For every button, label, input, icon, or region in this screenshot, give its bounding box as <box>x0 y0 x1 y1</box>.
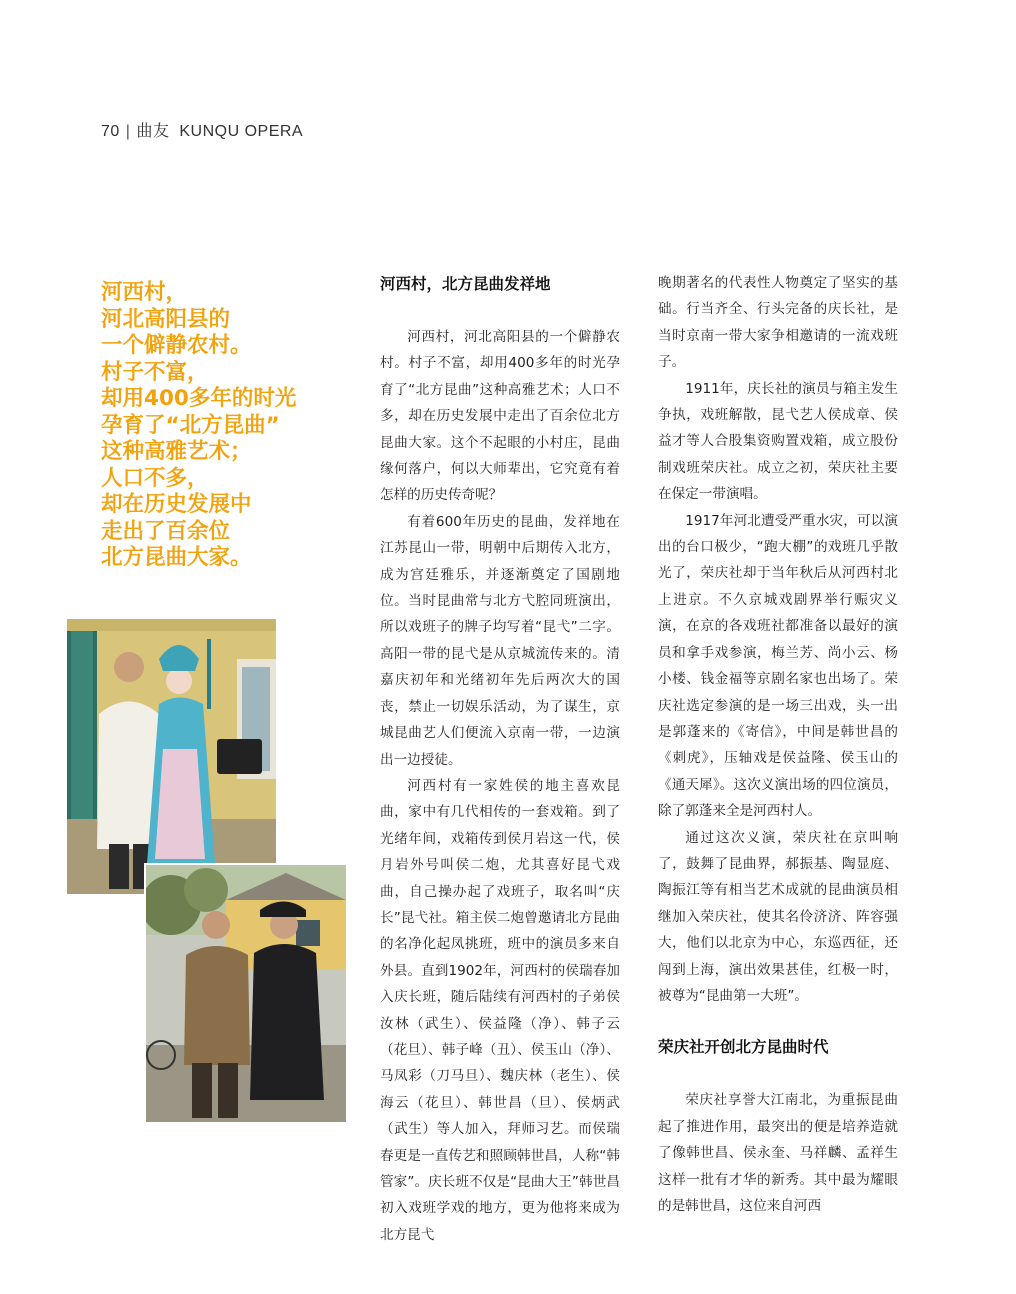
pull-quote-line: 河北高阳县的 <box>101 306 231 332</box>
body-paragraph-continuation: 晚期著名的代表性人物奠定了坚实的基础。行当齐全、行头完备的庆长社，是当时京南一带大家争相邀请的一流戏班子。 <box>658 275 898 371</box>
body-paragraph: 河西村，河北高阳县的一个僻静农村。村子不富，却用400多年的时光孕育了“北方昆曲”这种高雅艺术；人口不多，却在历史发展中走出了百余位北方昆曲大家。这个不起眼的小村庄，昆曲缘何落户，何以大师辈出，它究竟有着怎样的历史传奇呢？ <box>380 329 620 504</box>
page-number: 70 <box>101 123 120 140</box>
magazine-name-cn: 曲友 <box>136 123 170 140</box>
body-paragraph: 荣庆社享誉大江南北，为重振昆曲起了推进作用，最突出的便是培养造就了像韩世昌、侯永奎、马祥麟、孟祥生这样一批有才华的新秀。其中最为耀眼的是韩世昌，这位来自河西 <box>658 1092 898 1214</box>
folio-separator: | <box>125 123 131 140</box>
body-paragraph: 1917年河北遭受严重水灾，可以演出的台口极少，“跑大棚”的戏班几乎散光了，荣庆社却于当年秋后从河西村北上进京。不久京城戏剧界举行赈灾义演，在京的各戏班社都准备以最好的演员和拿手戏参演，梅兰芳、尚小云、杨小楼、钱金福等京剧名家也出场了。荣庆社选定参演的是一场三出戏，头一出是郭蓬来的《寄信》，中间是韩世昌的《刺虎》，压轴戏是侯益隆、侯玉山的《通天犀》。这次义演出场的四位演员，除了郭蓬来全是河西村人。 <box>658 512 898 820</box>
magazine-name-en: KUNQU OPERA <box>179 123 304 140</box>
article-column-1 <box>380 270 620 1248</box>
pull-quote-line: 一个僻静农村。 <box>101 333 252 358</box>
body-paragraph: 通过这次义演，荣庆社在京叫响了，鼓舞了昆曲界，郝振基、陶显庭、陶振江等有相当艺术成就的昆曲演员相继加入荣庆社，使其名伶济济、阵容强大，他们以北京为中心，东巡西征，还闯到上海，演出效果甚佳，红极一时，被尊为“昆曲第一大班”。 <box>658 829 898 1004</box>
pull-quote-line: 走出了百余位 <box>101 518 231 544</box>
pull-quote-line: 北方昆曲大家。 <box>101 545 252 570</box>
body-paragraph: 有着600年历史的昆曲，发祥地在江苏昆山一带，明朝中后期传入北方，成为宫廷雅乐，并逐渐奠定了国剧地位。当时昆曲常与北方弋腔同班演出，所以戏班子的牌子均写着“昆弋”二字。高阳一带的昆弋是从京城流传来的。清嘉庆初年和光绪初年先后两次大的国丧，禁止一切娱乐活动，为了谋生，京城昆曲艺人们便流入京南一带，一边演出一边授徒。 <box>380 513 620 768</box>
pull-quote <box>101 280 351 572</box>
pull-quote-line: 孕育了“北方昆曲” <box>101 412 280 438</box>
pull-quote-line: 却在历史发展中 <box>101 492 252 517</box>
article-column-2 <box>658 270 898 1219</box>
pull-quote-line: 这种高雅艺术； <box>101 439 252 464</box>
pull-quote-line: 村子不富， <box>101 359 209 385</box>
section-heading: 荣庆社开创北方昆曲时代 <box>658 1038 829 1057</box>
pull-quote-line: 河西村， <box>101 280 188 305</box>
body-paragraph: 1911年，庆长社的演员与箱主发生争执，戏班解散，昆弋艺人侯成章、侯益才等人合股集资购置戏箱，成立股份制戏班荣庆社。成立之初，荣庆社主要在保定一带演唱。 <box>658 380 898 503</box>
section-heading: 河西村，北方昆曲发祥地 <box>380 275 551 293</box>
pull-quote-line: 却用400多年的时光 <box>101 386 297 411</box>
body-paragraph: 河西村有一家姓侯的地主喜欢昆曲，家中有几代相传的一套戏箱。到了光绪年间，戏箱传到侯月岩这一代，侯月岩外号叫侯二炮，尤其喜好昆弋戏曲，自己操办起了戏班子，取名叫“庆长”昆弋社。箱主侯二炮曾邀请北方昆曲的名净化起凤挑班，班中的演员多来自外县。直到1902年，河西村的侯瑞春加入庆长班，随后陆续有河西村的子弟侯汝林（武生）、侯益隆（净）、韩子云（花旦）、韩子峰（丑）、侯玉山（净）、马凤彩（刀马旦）、魏庆林（老生）、侯海云（花旦）、韩世昌（旦）、侯炳武（武生）等人加入，拜师习艺。而侯瑞春更是一直传艺和照顾韩世昌，人称“韩管家”。庆长班不仅是“昆曲大王”韩世昌初入戏班学戏的地方，更为他将来成为北方昆弋 <box>380 777 620 1243</box>
page-folio <box>101 118 303 141</box>
photo-two-elderly-men <box>144 863 348 1124</box>
photo-man-with-opera-performer <box>66 618 277 895</box>
pull-quote-line: 人口不多， <box>101 465 209 491</box>
